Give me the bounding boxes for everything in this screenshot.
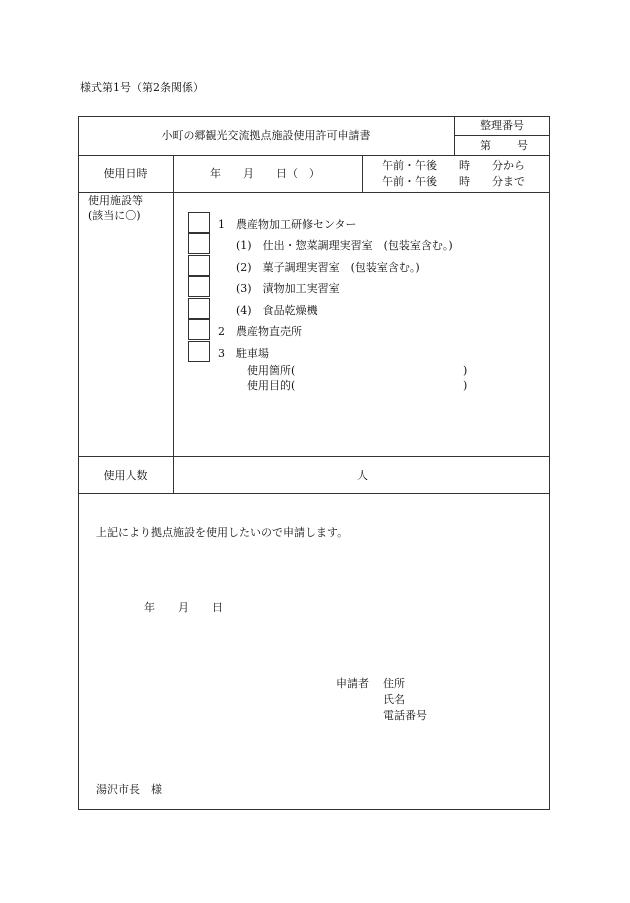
applicant-phone-field[interactable]: 電話番号 xyxy=(383,709,427,722)
usage-time-from[interactable]: 午前・午後 時 分から xyxy=(382,159,525,172)
reg-number-go: 号 xyxy=(517,139,528,152)
divider-time-column xyxy=(362,155,363,192)
facility-item: 3 駐車場 xyxy=(218,347,269,360)
checkbox-confectionery-room[interactable] xyxy=(188,255,210,276)
facility-item: (2) 菓子調理実習室 (包装室含む。) xyxy=(236,261,420,274)
divider-title xyxy=(78,155,550,156)
checkbox-catering-room[interactable] xyxy=(188,233,210,254)
form-number-label: 様式第1号（第2条関係） xyxy=(80,81,204,94)
applicant-name-field[interactable]: 氏名 xyxy=(383,693,405,706)
submit-date-day: 日 xyxy=(212,601,223,614)
usage-place-field[interactable]: 使用箇所( xyxy=(247,364,296,377)
people-label: 使用人数 xyxy=(103,469,148,482)
usage-date-label: 使用日時 xyxy=(103,167,148,180)
checkbox-food-dryer[interactable] xyxy=(188,298,210,319)
reg-number-dai: 第 xyxy=(480,139,491,152)
facility-item: (1) 仕出・惣菜調理実習室 (包装室含む。) xyxy=(236,239,453,252)
applicant-label: 申請者 xyxy=(336,677,369,690)
checkbox-pickles-room[interactable] xyxy=(188,276,210,297)
form-title: 小町の郷観光交流拠点施設使用許可申請書 xyxy=(161,129,371,142)
application-statement: 上記により拠点施設を使用したいので申請します。 xyxy=(96,526,349,539)
facility-item: (4) 食品乾燥機 xyxy=(236,304,318,317)
divider-people xyxy=(78,493,550,494)
facility-item: 1 農産物加工研修センター xyxy=(218,218,357,231)
addressee: 湯沢市長 様 xyxy=(96,783,162,796)
usage-date-field[interactable]: 年 月 日（ ） xyxy=(210,167,320,180)
usage-purpose-close: ) xyxy=(463,379,468,392)
divider-date xyxy=(78,192,550,193)
divider-facilities xyxy=(78,456,550,457)
checkbox-processing-center[interactable] xyxy=(188,212,210,233)
usage-place-close: ) xyxy=(463,364,468,377)
facility-item: 2 農産物直売所 xyxy=(218,325,302,338)
submit-date-year: 年 xyxy=(144,601,155,614)
usage-time-to[interactable]: 午前・午後 時 分まで xyxy=(382,175,525,188)
usage-purpose-field[interactable]: 使用目的( xyxy=(247,379,296,392)
divider-label-column xyxy=(173,155,174,493)
divider-reg xyxy=(454,135,550,136)
reg-number-label: 整理番号 xyxy=(480,119,524,132)
checkbox-parking[interactable] xyxy=(188,341,210,362)
facilities-label-note: (該当に〇) xyxy=(88,209,141,222)
submit-date-month: 月 xyxy=(178,601,189,614)
people-unit: 人 xyxy=(357,469,368,482)
facilities-label: 使用施設等 xyxy=(88,194,143,207)
checkbox-direct-sales[interactable] xyxy=(188,319,210,340)
applicant-address-field[interactable]: 住所 xyxy=(383,677,405,690)
facility-item: (3) 漬物加工実習室 xyxy=(236,282,340,295)
